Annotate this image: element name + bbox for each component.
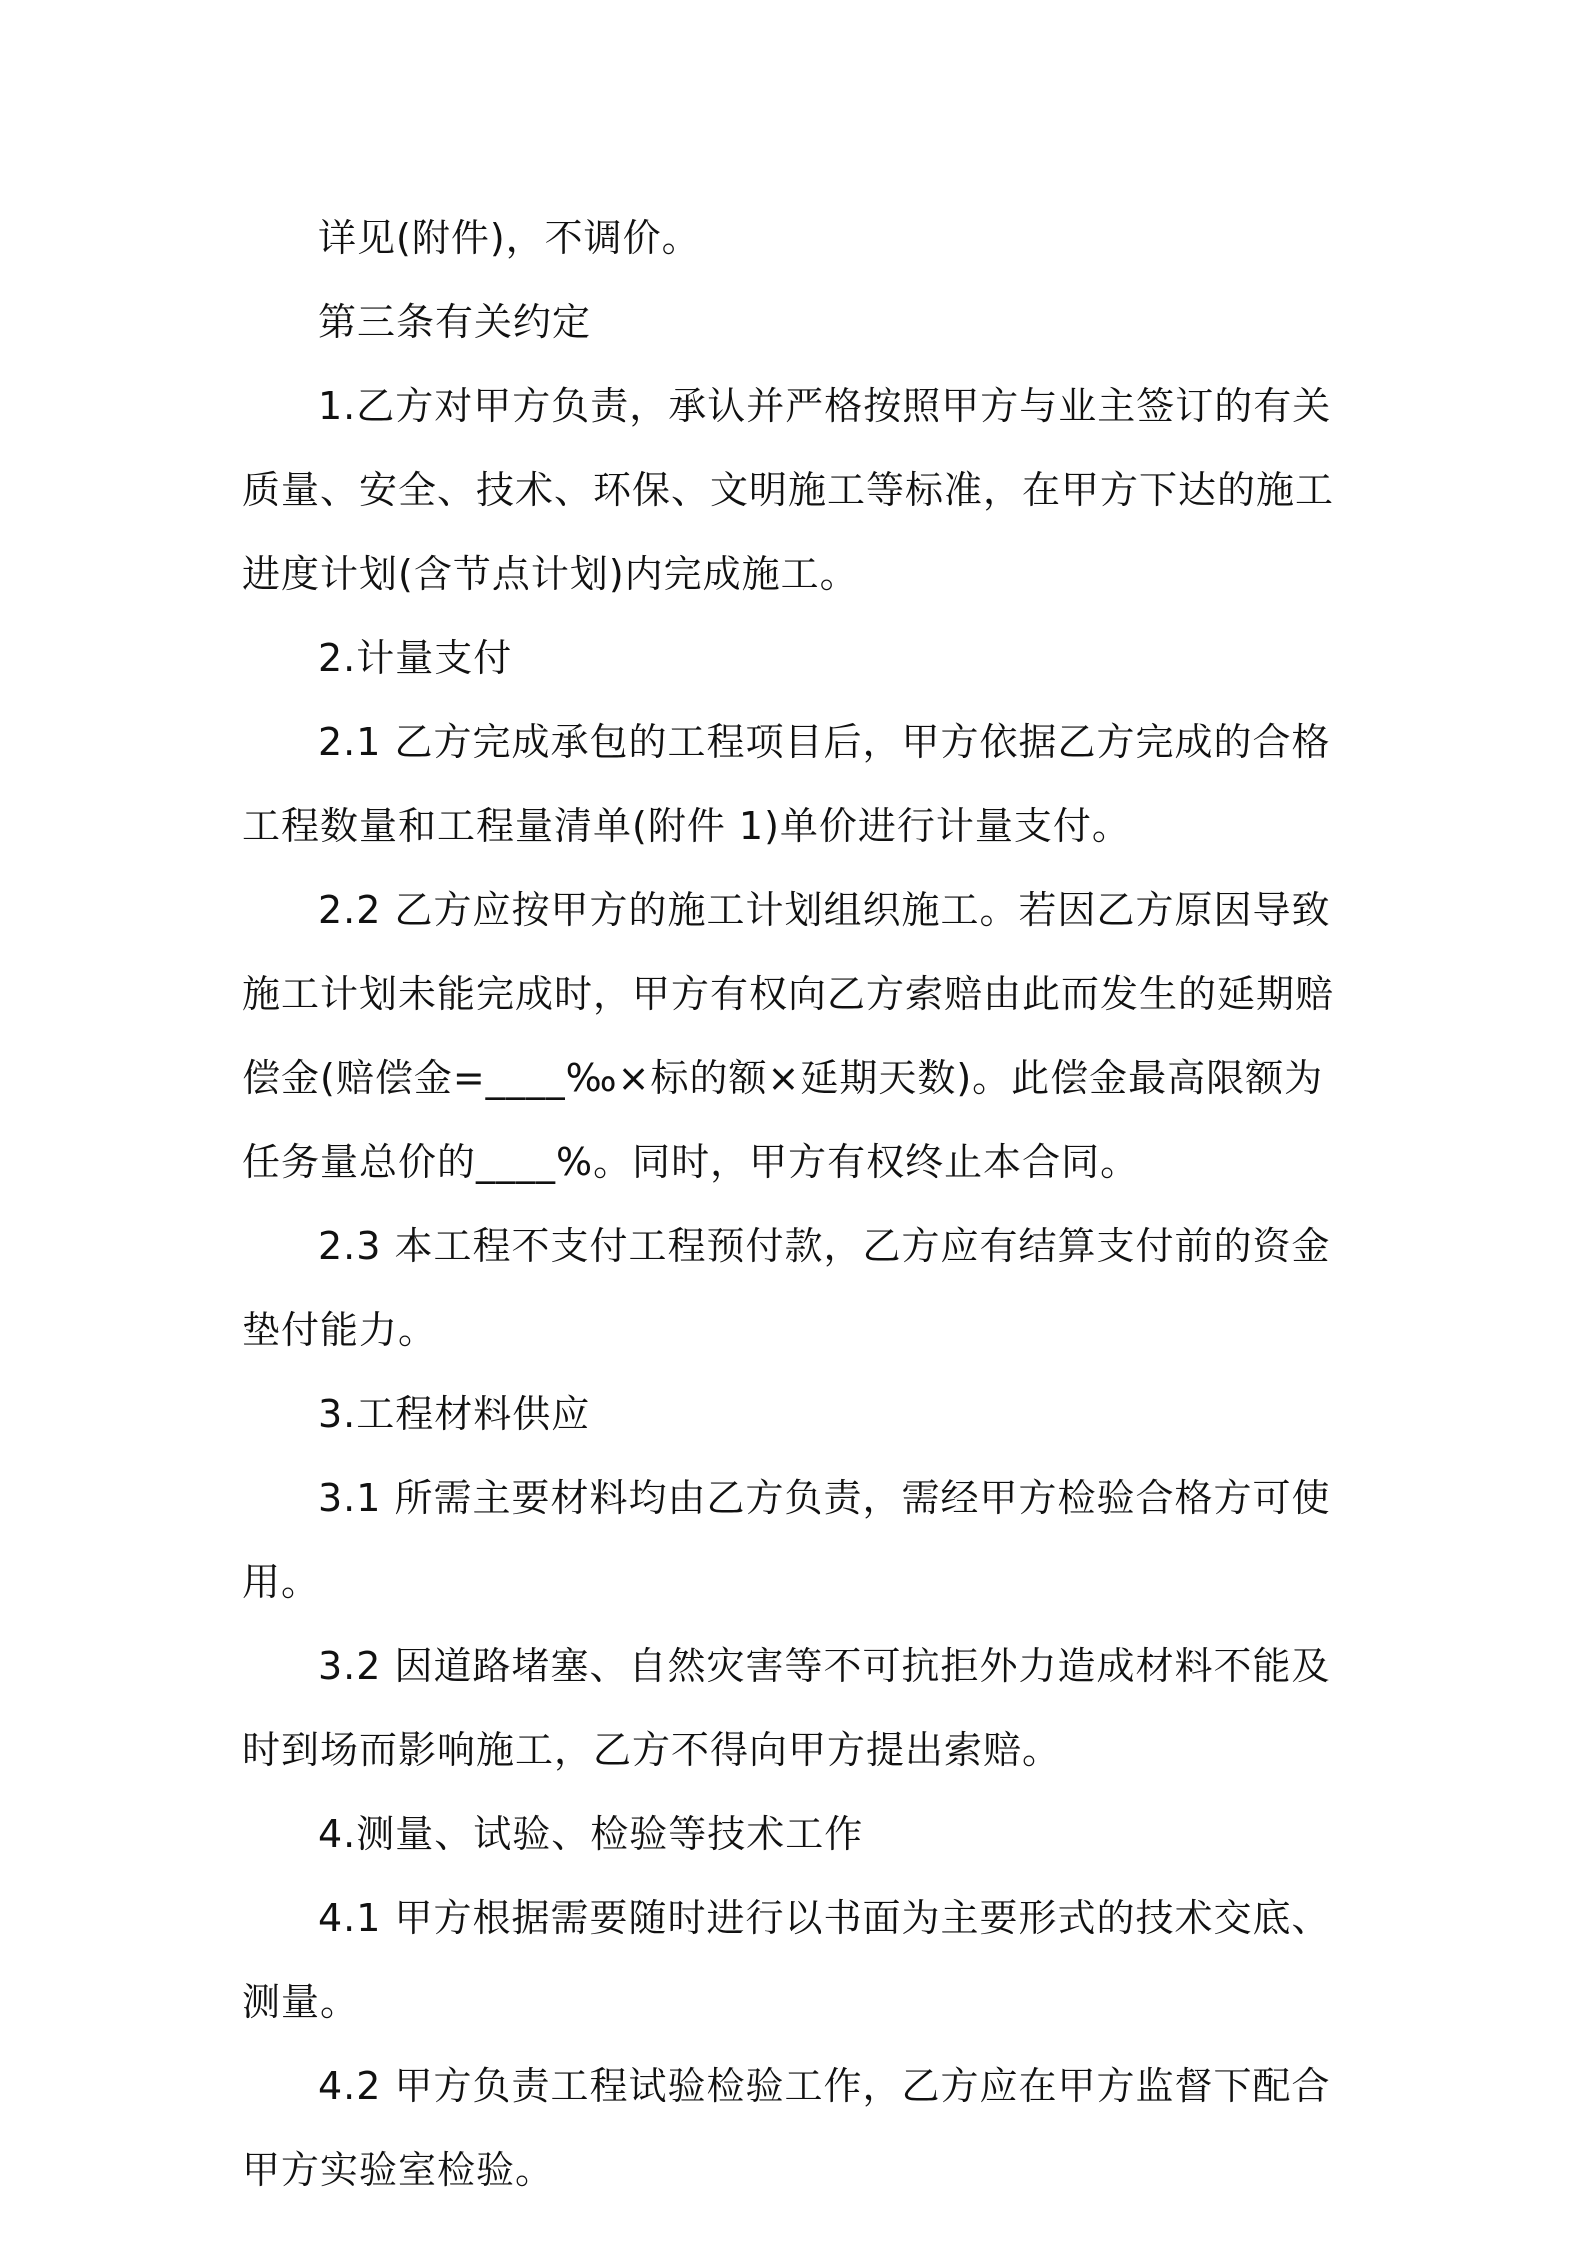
article-heading: 第三条有关约定 [318,300,592,344]
clause-3-2: 3.2 因道路堵塞、自然灾害等不可抗拒外力造成材料不能及时到场而影响施工，乙方不得向甲方提出索赔。 [242,1644,1331,1772]
clause-2-1: 2.1 乙方完成承包的工程项目后，甲方依据乙方完成的合格工程数量和工程量清单(附件 1)单价进行计量支付。 [242,720,1331,848]
clause-1: 1.乙方对甲方负责，承认并严格按照甲方与业主签订的有关质量、安全、技术、环保、文明施工等标准，在甲方下达的施工进度计划(含节点计划)内完成施工。 [242,384,1335,596]
clause-2-2: 2.2 乙方应按甲方的施工计划组织施工。若因乙方原因导致施工计划未能完成时，甲方有权向乙方索赔由此而发生的延期赔偿金(赔偿金=____‰×标的额×延期天数)。此偿金最高限额为任务量总价的____%。同时，甲方有权终止本合同。 [242,888,1335,1184]
clause-2-heading: 2.计量支付 [318,636,513,680]
document-body [242,196,1362,2212]
clause-3-1: 3.1 所需主要材料均由乙方负责，需经甲方检验合格方可使用。 [242,1476,1331,1604]
clause-2-3: 2.3 本工程不支付工程预付款，乙方应有结算支付前的资金垫付能力。 [242,1224,1331,1352]
clause-4-1: 4.1 甲方根据需要随时进行以书面为主要形式的技术交底、测量。 [242,1896,1331,2024]
paragraph-attachment-note: 详见(附件)，不调价。 [318,216,701,260]
clause-3-heading: 3.工程材料供应 [318,1392,591,1436]
clause-4-2: 4.2 甲方负责工程试验检验工作，乙方应在甲方监督下配合甲方实验室检验。 [242,2064,1331,2192]
clause-4-heading: 4.测量、试验、检验等技术工作 [318,1812,864,1856]
